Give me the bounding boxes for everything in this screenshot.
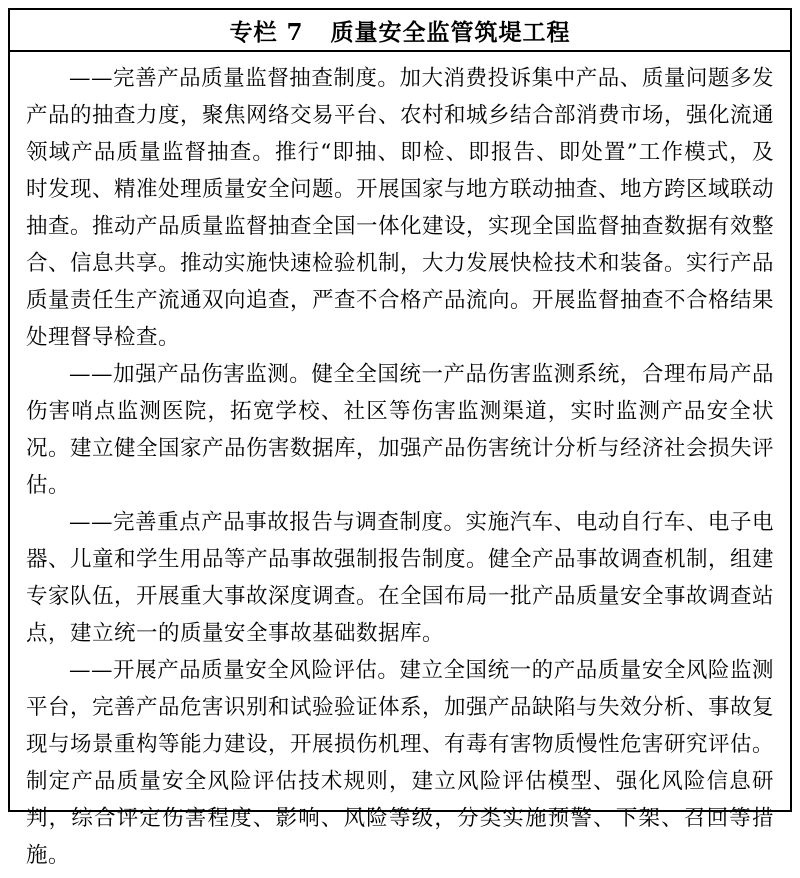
- box-body: [10, 52, 790, 878]
- box-title: 专栏 7 质量安全监管筑堤工程: [229, 18, 571, 46]
- paragraph: ——加强产品伤害监测。健全全国统一产品伤害监测系统，合理布局产品伤害哨点监测医院，拓宽学校、社区等伤害监测渠道，实时监测产品安全状况。建立健全国家产品伤害数据库，加强产品伤害统计分析与经济社会损失评估。: [26, 362, 775, 498]
- paragraph: ——完善产品质量监督抽查制度。加大消费投诉集中产品、质量问题多发产品的抽查力度，聚焦网络交易平台、农村和城乡结合部消费市场，强化流通领域产品质量监督抽查。推行“即抽、即检、即报告、即处置”工作模式，及时发现、精准处理质量安全问题。开展国家与地方联动抽查、地方跨区域联动抽查。推动产品质量监督抽查全国一体化建设，实现全国监督抽查数据有效整合、信息共享。推动实施快速检验机制，大力发展快检技术和装备。实行产品质量责任生产流通双向追查，严查不合格产品流向。开展监督抽查不合格结果处理督导检查。: [26, 66, 775, 350]
- box-title-bar: [10, 10, 790, 52]
- paragraph: ——开展产品质量安全风险评估。建立全国统一的产品质量安全风险监测平台，完善产品危害识别和试验验证体系，加强产品缺陷与失效分析、事故复现与场景重构等能力建设，开展损伤机理、有毒有害物质慢性危害研究评估。制定产品质量安全风险评估技术规则，建立风险评估模型、强化风险信息研判，综合评定伤害程度、影响、风险等级，分类实施预警、下架、召回等措施。: [26, 658, 775, 868]
- paragraph: ——完善重点产品事故报告与调查制度。实施汽车、电动自行车、电子电器、儿童和学生用品等产品事故强制报告制度。健全产品事故调查机制，组建专家队伍，开展重大事故深度调查。在全国布局一批产品质量安全事故调查站点，建立统一的质量安全事故基础数据库。: [26, 510, 775, 646]
- content-box: [8, 8, 792, 868]
